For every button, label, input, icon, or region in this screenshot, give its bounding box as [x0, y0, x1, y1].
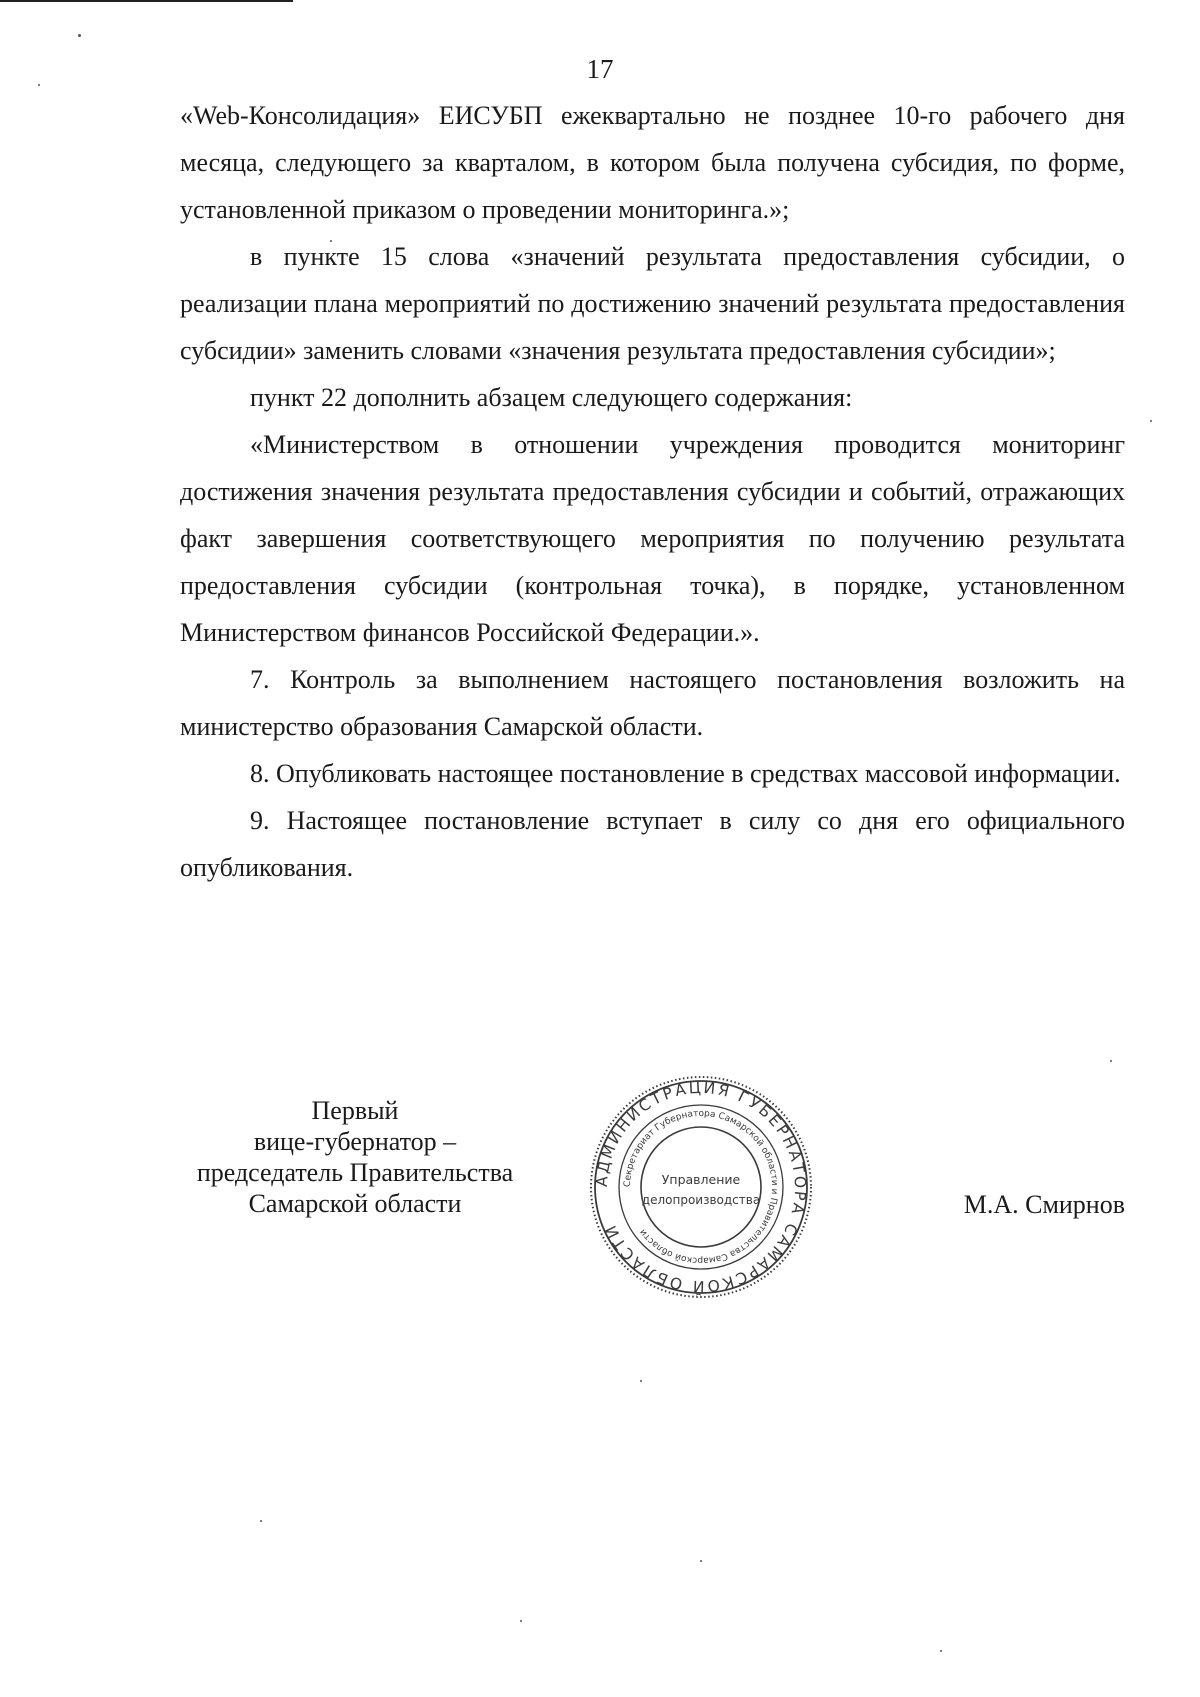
- scan-speck: [330, 240, 332, 242]
- scan-speck: [78, 34, 81, 37]
- scan-edge-line: [0, 0, 293, 2]
- seal-outer-ring-text: АДМИНИСТРАЦИЯ ГУБЕРНАТОРА САМАРСКОЙ ОБЛАСТИ: [592, 1078, 810, 1296]
- scan-speck: [1150, 420, 1152, 422]
- paragraph-item-7: 7. Контроль за выполнением настоящего постановления возложить на министерство образования Самарской области.: [180, 665, 1125, 741]
- paragraph-continuation: «Web-Консолидация» ЕИСУБП ежеквартально не позднее 10-го рабочего дня месяца, следующего за кварталом, в котором была получена субсидия, по форме, установленной приказом о проведении мониторинга.»;: [180, 101, 1125, 224]
- scan-speck: [640, 1380, 642, 1382]
- signer-position-line: вице-губернатор –: [253, 1127, 457, 1156]
- seal-center-line: Управление: [661, 1172, 741, 1187]
- scan-speck: [520, 1620, 522, 1622]
- paragraph-point-15: в пункте 15 слова «значений результата предоставления субсидии, о реализации плана мероприятий по достижению значений результата предоставления субсидии» заменить словами «значения результата предоставления субсидии»;: [180, 242, 1125, 365]
- seal-inner-ring-text: Секретариат Губернатора Самарской области и Правительства Самарской области: [622, 1108, 780, 1266]
- paragraph-point-22: пункт 22 дополнить абзацем следующего содержания:: [250, 383, 853, 412]
- signer-position-line: председатель Правительства: [196, 1158, 514, 1187]
- svg-text:Секретариат Губернатора Самарс: [623, 1109, 779, 1265]
- official-seal: [588, 1074, 814, 1300]
- scan-speck: [700, 1560, 702, 1562]
- paragraph-monitoring-quote: «Министерством в отношении учреждения проводится мониторинг достижения значения результата предоставления субсидии и событий, отражающих факт завершения соответствующего мероприятия по получению результата предоставления субсидии (контрольная точка), в порядке, установленном Министерством финансов Российской Федерации.».: [180, 430, 1125, 647]
- signer-position-line: Первый: [311, 1096, 399, 1125]
- paragraph-item-9: 9. Настоящее постановление вступает в силу со дня его официального опубликования.: [180, 806, 1125, 882]
- paragraph-item-8: 8. Опубликовать настоящее постановление в средствах массовой информации.: [250, 759, 1121, 788]
- document-body: [180, 92, 1125, 891]
- scan-speck: [38, 84, 40, 86]
- scan-speck: [1110, 1060, 1112, 1062]
- page-number: 17: [586, 54, 614, 84]
- seal-center-line: делопроизводства: [641, 1193, 761, 1207]
- signer-position: [170, 1095, 540, 1219]
- scan-speck: [260, 1520, 262, 1522]
- signer-position-line: Самарской области: [248, 1189, 462, 1218]
- scan-speck: [940, 1650, 942, 1652]
- signer-name: М.А. Смирнов: [963, 1190, 1125, 1219]
